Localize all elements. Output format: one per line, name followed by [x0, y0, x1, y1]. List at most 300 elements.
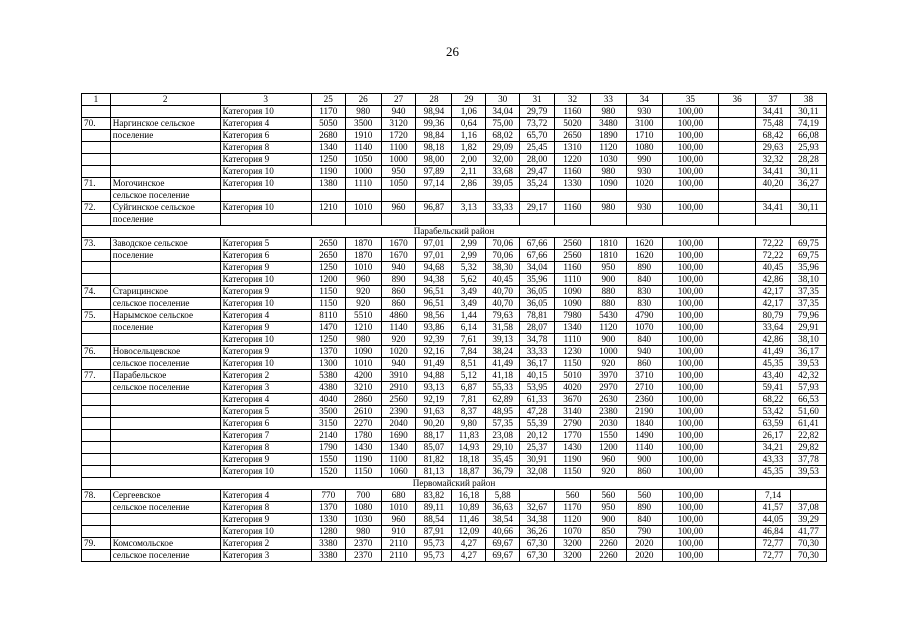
value-cell — [719, 514, 756, 526]
row-number — [82, 214, 111, 226]
column-header: 28 — [416, 94, 452, 106]
value-cell: 840 — [626, 274, 662, 286]
value-cell: 100,00 — [662, 550, 718, 562]
value-cell — [554, 190, 590, 202]
category: Категория 9 — [220, 514, 311, 526]
value-cell: 930 — [626, 106, 662, 118]
value-cell — [719, 274, 756, 286]
value-cell: 1170 — [554, 502, 590, 514]
value-cell: 38,10 — [790, 274, 826, 286]
value-cell: 98,18 — [416, 142, 452, 154]
category: Категория 9 — [220, 454, 311, 466]
settlement-name: Старицинское — [110, 286, 220, 298]
value-cell: 29,10 — [486, 442, 520, 454]
value-cell: 66,53 — [790, 394, 826, 406]
settlement-name — [110, 154, 220, 166]
table-row — [82, 346, 827, 358]
value-cell — [520, 190, 555, 202]
value-cell: 1370 — [311, 346, 345, 358]
table-row — [82, 214, 827, 226]
value-cell: 100,00 — [662, 538, 718, 550]
district-row — [82, 226, 827, 238]
value-cell: 1550 — [590, 430, 626, 442]
value-cell: 67,66 — [520, 238, 555, 250]
value-cell: 73,72 — [520, 118, 555, 130]
value-cell — [719, 142, 756, 154]
value-cell: 1010 — [381, 502, 416, 514]
value-cell: 35,45 — [486, 454, 520, 466]
value-cell: 37,08 — [790, 502, 826, 514]
row-number — [82, 298, 111, 310]
value-cell: 93,13 — [416, 382, 452, 394]
table-row — [82, 298, 827, 310]
row-number — [82, 130, 111, 142]
value-cell: 8,37 — [452, 406, 486, 418]
value-cell: 2260 — [590, 538, 626, 550]
value-cell: 1430 — [345, 442, 381, 454]
category: Категория 8 — [220, 442, 311, 454]
value-cell: 3380 — [311, 538, 345, 550]
value-cell: 38,30 — [486, 262, 520, 274]
value-cell: 100,00 — [662, 250, 718, 262]
table-row — [82, 286, 827, 298]
value-cell: 1020 — [626, 178, 662, 190]
table-row — [82, 454, 827, 466]
table-row — [82, 238, 827, 250]
value-cell — [719, 154, 756, 166]
value-cell: 59,41 — [756, 382, 791, 394]
row-number — [82, 334, 111, 346]
value-cell: 980 — [590, 166, 626, 178]
value-cell: 63,59 — [756, 418, 791, 430]
category — [220, 190, 311, 202]
category: Категория 4 — [220, 310, 311, 322]
value-cell: 3200 — [554, 538, 590, 550]
row-number — [82, 322, 111, 334]
value-cell: 100,00 — [662, 274, 718, 286]
value-cell: 2020 — [626, 538, 662, 550]
value-cell: 22,82 — [790, 430, 826, 442]
value-cell: 920 — [381, 334, 416, 346]
value-cell: 830 — [626, 286, 662, 298]
value-cell: 1070 — [554, 526, 590, 538]
value-cell: 100,00 — [662, 130, 718, 142]
value-cell: 48,95 — [486, 406, 520, 418]
value-cell: 16,18 — [452, 490, 486, 502]
value-cell: 36,79 — [486, 466, 520, 478]
value-cell: 560 — [626, 490, 662, 502]
value-cell — [590, 190, 626, 202]
value-cell: 9,80 — [452, 418, 486, 430]
column-header: 2 — [110, 94, 220, 106]
value-cell: 6,87 — [452, 382, 486, 394]
row-number — [82, 406, 111, 418]
value-cell: 34,04 — [520, 262, 555, 274]
value-cell — [520, 214, 555, 226]
value-cell: 100,00 — [662, 334, 718, 346]
value-cell: 28,00 — [520, 154, 555, 166]
value-cell: 1220 — [554, 154, 590, 166]
value-cell: 61,33 — [520, 394, 555, 406]
value-cell: 1550 — [311, 454, 345, 466]
value-cell: 96,51 — [416, 298, 452, 310]
value-cell — [719, 526, 756, 538]
category: Категория 10 — [220, 274, 311, 286]
column-header: 3 — [220, 94, 311, 106]
value-cell: 43,33 — [756, 454, 791, 466]
value-cell: 980 — [345, 526, 381, 538]
value-cell: 3500 — [345, 118, 381, 130]
value-cell: 2630 — [590, 394, 626, 406]
value-cell: 100,00 — [662, 490, 718, 502]
value-cell: 1840 — [626, 418, 662, 430]
value-cell: 100,00 — [662, 466, 718, 478]
value-cell: 4020 — [554, 382, 590, 394]
value-cell: 12,09 — [452, 526, 486, 538]
value-cell: 34,41 — [756, 106, 791, 118]
value-cell: 97,89 — [416, 166, 452, 178]
value-cell: 100,00 — [662, 406, 718, 418]
row-number: 76. — [82, 346, 111, 358]
row-number — [82, 466, 111, 478]
value-cell: 68,22 — [756, 394, 791, 406]
category: Категория 2 — [220, 538, 311, 550]
value-cell: 34,41 — [756, 202, 791, 214]
table-row — [82, 130, 827, 142]
value-cell: 88,54 — [416, 514, 452, 526]
value-cell — [756, 214, 791, 226]
value-cell — [719, 334, 756, 346]
value-cell: 69,75 — [790, 250, 826, 262]
category: Категория 4 — [220, 490, 311, 502]
category: Категория 4 — [220, 118, 311, 130]
value-cell: 33,33 — [520, 346, 555, 358]
value-cell: 1,16 — [452, 130, 486, 142]
value-cell: 2380 — [590, 406, 626, 418]
value-cell: 930 — [626, 166, 662, 178]
value-cell — [719, 346, 756, 358]
value-cell: 67,30 — [520, 550, 555, 562]
value-cell: 36,05 — [520, 286, 555, 298]
value-cell: 2270 — [345, 418, 381, 430]
category: Категория 10 — [220, 106, 311, 118]
value-cell: 40,20 — [756, 178, 791, 190]
value-cell: 1150 — [311, 286, 345, 298]
value-cell: 1190 — [311, 166, 345, 178]
value-cell: 1160 — [554, 166, 590, 178]
value-cell: 1010 — [345, 202, 381, 214]
value-cell: 33,33 — [486, 202, 520, 214]
table-row — [82, 310, 827, 322]
value-cell: 7,81 — [452, 394, 486, 406]
value-cell: 70,06 — [486, 238, 520, 250]
value-cell: 91,63 — [416, 406, 452, 418]
value-cell: 1090 — [554, 286, 590, 298]
value-cell: 34,41 — [756, 166, 791, 178]
value-cell: 18,87 — [452, 466, 486, 478]
value-cell: 100,00 — [662, 298, 718, 310]
value-cell: 79,96 — [790, 310, 826, 322]
value-cell: 40,70 — [486, 298, 520, 310]
value-cell — [719, 118, 756, 130]
table-row — [82, 466, 827, 478]
value-cell — [719, 262, 756, 274]
value-cell: 2,99 — [452, 250, 486, 262]
value-cell: 100,00 — [662, 346, 718, 358]
value-cell: 900 — [590, 334, 626, 346]
value-cell: 39,53 — [790, 466, 826, 478]
value-cell: 100,00 — [662, 106, 718, 118]
value-cell: 1120 — [590, 142, 626, 154]
table-row — [82, 106, 827, 118]
value-cell: 3670 — [554, 394, 590, 406]
value-cell: 10,89 — [452, 502, 486, 514]
value-cell — [719, 178, 756, 190]
category: Категория 9 — [220, 262, 311, 274]
table-row — [82, 394, 827, 406]
value-cell: 2560 — [554, 250, 590, 262]
value-cell: 30,91 — [520, 454, 555, 466]
value-cell: 1160 — [554, 106, 590, 118]
value-cell: 1810 — [590, 250, 626, 262]
value-cell: 890 — [626, 262, 662, 274]
value-cell — [626, 190, 662, 202]
value-cell: 94,38 — [416, 274, 452, 286]
value-cell: 2650 — [311, 238, 345, 250]
value-cell: 70,30 — [790, 550, 826, 562]
value-cell: 900 — [626, 454, 662, 466]
value-cell — [719, 442, 756, 454]
value-cell: 1330 — [311, 514, 345, 526]
value-cell: 40,45 — [486, 274, 520, 286]
value-cell: 69,75 — [790, 238, 826, 250]
value-cell: 36,17 — [790, 346, 826, 358]
value-cell — [790, 190, 826, 202]
value-cell — [719, 382, 756, 394]
value-cell: 1070 — [626, 322, 662, 334]
value-cell: 4790 — [626, 310, 662, 322]
table-row — [82, 118, 827, 130]
value-cell: 890 — [626, 502, 662, 514]
value-cell: 900 — [590, 274, 626, 286]
value-cell: 2710 — [626, 382, 662, 394]
value-cell: 560 — [590, 490, 626, 502]
value-cell: 5,12 — [452, 370, 486, 382]
column-header: 33 — [590, 94, 626, 106]
value-cell: 0,64 — [452, 118, 486, 130]
value-cell — [452, 190, 486, 202]
value-cell: 94,88 — [416, 370, 452, 382]
value-cell: 100,00 — [662, 202, 718, 214]
value-cell: 1140 — [626, 442, 662, 454]
value-cell: 1380 — [311, 178, 345, 190]
value-cell: 3120 — [381, 118, 416, 130]
value-cell: 1050 — [381, 178, 416, 190]
row-number — [82, 274, 111, 286]
settlement-name: сельское поселение — [110, 382, 220, 394]
value-cell: 1250 — [311, 262, 345, 274]
value-cell — [719, 286, 756, 298]
value-cell: 100,00 — [662, 118, 718, 130]
value-cell: 30,11 — [790, 106, 826, 118]
value-cell: 2,99 — [452, 238, 486, 250]
value-cell: 42,86 — [756, 274, 791, 286]
value-cell: 100,00 — [662, 238, 718, 250]
column-header: 37 — [756, 94, 791, 106]
value-cell: 5,32 — [452, 262, 486, 274]
value-cell: 2360 — [626, 394, 662, 406]
value-cell: 2110 — [381, 538, 416, 550]
district-row — [82, 478, 827, 490]
value-cell: 55,33 — [486, 382, 520, 394]
value-cell: 1720 — [381, 130, 416, 142]
value-cell: 860 — [626, 466, 662, 478]
row-number: 77. — [82, 370, 111, 382]
value-cell: 100,00 — [662, 166, 718, 178]
value-cell — [416, 190, 452, 202]
table-row — [82, 430, 827, 442]
value-cell: 69,67 — [486, 538, 520, 550]
value-cell — [486, 190, 520, 202]
table-row — [82, 442, 827, 454]
category: Категория 3 — [220, 550, 311, 562]
table-row — [82, 142, 827, 154]
value-cell: 70,06 — [486, 250, 520, 262]
value-cell: 100,00 — [662, 142, 718, 154]
value-cell: 91,49 — [416, 358, 452, 370]
settlement-name — [110, 418, 220, 430]
value-cell: 18,18 — [452, 454, 486, 466]
value-cell: 72,77 — [756, 550, 791, 562]
category: Категория 9 — [220, 322, 311, 334]
value-cell: 3140 — [554, 406, 590, 418]
value-cell: 950 — [590, 502, 626, 514]
value-cell: 37,35 — [790, 298, 826, 310]
settlement-name: Парабельское — [110, 370, 220, 382]
value-cell: 42,17 — [756, 298, 791, 310]
row-number — [82, 142, 111, 154]
value-cell — [719, 418, 756, 430]
value-cell — [345, 214, 381, 226]
value-cell: 2140 — [311, 430, 345, 442]
value-cell: 98,56 — [416, 310, 452, 322]
category: Категория 5 — [220, 238, 311, 250]
page-number: 26 — [446, 44, 459, 59]
settlement-name — [110, 430, 220, 442]
value-cell: 1110 — [554, 274, 590, 286]
value-cell: 1190 — [345, 454, 381, 466]
value-cell: 1620 — [626, 238, 662, 250]
value-cell: 560 — [554, 490, 590, 502]
value-cell: 99,36 — [416, 118, 452, 130]
value-cell: 1100 — [381, 142, 416, 154]
category: Категория 9 — [220, 154, 311, 166]
value-cell: 1,06 — [452, 106, 486, 118]
row-number — [82, 418, 111, 430]
value-cell: 1170 — [311, 106, 345, 118]
value-cell — [719, 322, 756, 334]
value-cell — [590, 214, 626, 226]
value-cell: 1000 — [381, 154, 416, 166]
value-cell: 1050 — [345, 154, 381, 166]
value-cell — [719, 502, 756, 514]
value-cell: 1890 — [590, 130, 626, 142]
category: Категория 10 — [220, 358, 311, 370]
value-cell: 100,00 — [662, 286, 718, 298]
value-cell: 29,79 — [520, 106, 555, 118]
value-cell: 1870 — [345, 238, 381, 250]
value-cell — [719, 238, 756, 250]
value-cell: 11,83 — [452, 430, 486, 442]
value-cell: 34,38 — [520, 514, 555, 526]
column-header: 36 — [719, 94, 756, 106]
value-cell — [554, 214, 590, 226]
value-cell: 920 — [345, 286, 381, 298]
value-cell: 26,17 — [756, 430, 791, 442]
value-cell: 30,11 — [790, 202, 826, 214]
value-cell: 1780 — [345, 430, 381, 442]
settlement-name: Нарымское сельское — [110, 310, 220, 322]
value-cell: 1430 — [554, 442, 590, 454]
value-cell: 1330 — [554, 178, 590, 190]
value-cell — [626, 214, 662, 226]
value-cell — [719, 466, 756, 478]
value-cell: 4380 — [311, 382, 345, 394]
value-cell: 3200 — [554, 550, 590, 562]
value-cell: 7,84 — [452, 346, 486, 358]
value-cell: 93,86 — [416, 322, 452, 334]
value-cell: 97,14 — [416, 178, 452, 190]
value-cell: 860 — [381, 298, 416, 310]
column-header: 26 — [345, 94, 381, 106]
value-cell: 980 — [590, 202, 626, 214]
value-cell: 1060 — [381, 466, 416, 478]
value-cell: 1150 — [554, 466, 590, 478]
table-row — [82, 154, 827, 166]
value-cell: 46,84 — [756, 526, 791, 538]
value-cell: 75,48 — [756, 118, 791, 130]
value-cell: 100,00 — [662, 154, 718, 166]
value-cell: 2110 — [381, 550, 416, 562]
value-cell: 3150 — [311, 418, 345, 430]
value-cell: 700 — [345, 490, 381, 502]
settlement-name: сельское поселение — [110, 502, 220, 514]
district-label: Первомайский район — [82, 478, 827, 490]
category: Категория 10 — [220, 526, 311, 538]
value-cell: 29,47 — [520, 166, 555, 178]
value-cell: 81,82 — [416, 454, 452, 466]
value-cell: 900 — [590, 514, 626, 526]
value-cell: 1300 — [311, 358, 345, 370]
value-cell: 68,02 — [486, 130, 520, 142]
value-cell — [790, 214, 826, 226]
value-cell: 39,05 — [486, 178, 520, 190]
row-number: 71. — [82, 178, 111, 190]
value-cell: 980 — [345, 106, 381, 118]
value-cell: 1520 — [311, 466, 345, 478]
table-row — [82, 370, 827, 382]
value-cell: 79,63 — [486, 310, 520, 322]
category: Категория 2 — [220, 370, 311, 382]
district-label: Парабельский район — [82, 226, 827, 238]
value-cell — [719, 166, 756, 178]
value-cell — [719, 250, 756, 262]
category: Категория 7 — [220, 430, 311, 442]
value-cell — [719, 190, 756, 202]
value-cell: 31,58 — [486, 322, 520, 334]
row-number: 74. — [82, 286, 111, 298]
value-cell — [311, 190, 345, 202]
